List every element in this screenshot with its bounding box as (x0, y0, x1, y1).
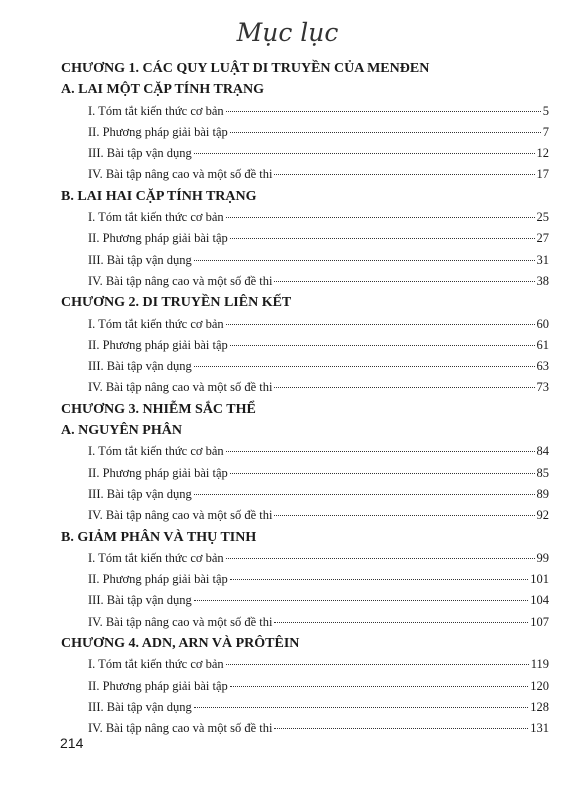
toc-entry[interactable] (88, 164, 549, 185)
dot-leader (230, 686, 529, 687)
toc-entry-label: IV. Bài tập nâng cao và một số đề thi (88, 380, 273, 395)
toc-entry-label: III. Bài tập vận dụng (88, 593, 192, 608)
toc-entry-label: IV. Bài tập nâng cao và một số đề thi (88, 721, 273, 736)
toc-entry-page: 38 (536, 273, 549, 288)
toc-entry-label: II. Phương pháp giải bài tập (88, 465, 228, 480)
toc-heading: A. NGUYÊN PHÂN (61, 423, 182, 439)
toc-entry[interactable] (88, 377, 549, 398)
toc-entry-label: I. Tóm tắt kiến thức cơ bản (88, 444, 224, 459)
toc-entry-page: 17 (536, 167, 549, 182)
toc-entry[interactable] (88, 463, 549, 484)
page-title: Mục lục (236, 18, 339, 47)
toc-entry-page: 120 (530, 678, 549, 693)
toc-entry-page: 104 (530, 593, 549, 608)
toc-entry-label: I. Tóm tắt kiến thức cơ bản (88, 316, 224, 331)
toc-entry-page: 89 (536, 486, 549, 501)
dot-leader (230, 473, 535, 474)
toc-entry-page: 101 (530, 572, 549, 587)
toc-entry-label: I. Tóm tắt kiến thức cơ bản (88, 103, 224, 118)
dot-leader (274, 515, 534, 516)
toc-entry-label: III. Bài tập vận dụng (88, 699, 192, 714)
toc-entry-page: 99 (536, 550, 549, 565)
toc-entry-label: IV. Bài tập nâng cao và một số đề thi (88, 508, 273, 523)
toc-entry-label: II. Phương pháp giải bài tập (88, 337, 228, 352)
toc-entry-label: IV. Bài tập nâng cao và một số đề thi (88, 167, 273, 182)
dot-leader (230, 132, 541, 133)
toc-entry[interactable] (88, 654, 549, 675)
dot-leader (194, 366, 535, 367)
toc-entry-page: 63 (536, 359, 549, 374)
toc-entry-label: III. Bài tập vận dụng (88, 252, 192, 267)
toc-entry[interactable] (88, 228, 549, 249)
toc-entry[interactable] (88, 718, 549, 739)
dot-leader (226, 664, 529, 665)
toc-entry-page: 7 (542, 124, 549, 139)
toc-entry-page: 5 (542, 103, 549, 118)
toc-entry-label: II. Phương pháp giải bài tập (88, 231, 228, 246)
toc-entry-label: III. Bài tập vận dụng (88, 146, 192, 161)
toc-entry[interactable] (88, 569, 549, 590)
toc-entry[interactable] (88, 101, 549, 122)
toc-entry[interactable] (88, 122, 549, 143)
toc-entry[interactable] (88, 441, 549, 462)
dot-leader (274, 174, 534, 175)
toc-entry-page: 84 (536, 444, 549, 459)
toc-entry-page: 128 (530, 699, 549, 714)
toc-entry-label: III. Bài tập vận dụng (88, 486, 192, 501)
dot-leader (230, 238, 535, 239)
dot-leader (230, 345, 535, 346)
toc-entry-page: 12 (536, 146, 549, 161)
dot-leader (274, 281, 534, 282)
toc-entry-label: I. Tóm tắt kiến thức cơ bản (88, 550, 224, 565)
toc-heading: CHƯƠNG 2. DI TRUYỀN LIÊN KẾT (61, 295, 292, 311)
dot-leader (194, 494, 535, 495)
toc-entry-page: 25 (536, 210, 549, 225)
toc-entry[interactable] (88, 271, 549, 292)
toc-entry[interactable] (88, 676, 549, 697)
toc-entry-page: 31 (536, 252, 549, 267)
toc-entry[interactable] (88, 590, 549, 611)
toc-entry-label: I. Tóm tắt kiến thức cơ bản (88, 210, 224, 225)
dot-leader (230, 579, 529, 580)
dot-leader (194, 707, 528, 708)
dot-leader (226, 451, 535, 452)
toc-entry[interactable] (88, 612, 549, 633)
table-of-contents (61, 58, 549, 740)
toc-entry-page: 60 (536, 316, 549, 331)
toc-entry[interactable] (88, 484, 549, 505)
toc-entry[interactable] (88, 207, 549, 228)
toc-entry[interactable] (88, 335, 549, 356)
toc-entry-label: II. Phương pháp giải bài tập (88, 572, 228, 587)
dot-leader (194, 600, 528, 601)
toc-entry-label: I. Tóm tắt kiến thức cơ bản (88, 657, 224, 672)
toc-entry[interactable] (88, 505, 549, 526)
toc-entry-page: 119 (530, 657, 549, 672)
toc-entry[interactable] (88, 143, 549, 164)
toc-entry-label: II. Phương pháp giải bài tập (88, 678, 228, 693)
dot-leader (226, 558, 535, 559)
dot-leader (226, 324, 535, 325)
toc-entry-label: III. Bài tập vận dụng (88, 359, 192, 374)
dot-leader (274, 622, 528, 623)
toc-entry[interactable] (88, 697, 549, 718)
toc-entry-page: 92 (536, 508, 549, 523)
toc-entry-page: 131 (530, 721, 549, 736)
toc-entry-page: 73 (536, 380, 549, 395)
toc-entry-page: 85 (536, 465, 549, 480)
toc-entry[interactable] (88, 356, 549, 377)
dot-leader (274, 728, 528, 729)
toc-entry-page: 61 (536, 337, 549, 352)
dot-leader (194, 153, 535, 154)
toc-heading: B. LAI HAI CẶP TÍNH TRẠNG (61, 188, 257, 204)
dot-leader (226, 111, 541, 112)
toc-entry[interactable] (88, 548, 549, 569)
toc-entry-label: IV. Bài tập nâng cao và một số đề thi (88, 273, 273, 288)
toc-heading: CHƯƠNG 3. NHIỄM SẮC THỂ (61, 401, 256, 417)
page-number: 214 (60, 735, 84, 751)
dot-leader (274, 387, 534, 388)
dot-leader (226, 217, 535, 218)
dot-leader (194, 260, 535, 261)
toc-heading: CHƯƠNG 4. ADN, ARN VÀ PRÔTÊIN (61, 636, 300, 652)
toc-heading: CHƯƠNG 1. CÁC QUY LUẬT DI TRUYỀN CỦA MENĐEN (61, 61, 430, 76)
toc-entry[interactable] (88, 314, 549, 335)
toc-entry-page: 27 (536, 231, 549, 246)
toc-heading: A. LAI MỘT CẶP TÍNH TRẠNG (61, 82, 265, 98)
toc-entry-label: II. Phương pháp giải bài tập (88, 124, 228, 139)
toc-entry[interactable] (88, 250, 549, 271)
toc-entry-label: IV. Bài tập nâng cao và một số đề thi (88, 614, 273, 629)
toc-heading: B. GIẢM PHÂN VÀ THỤ TINH (61, 529, 257, 545)
toc-entry-page: 107 (530, 614, 549, 629)
